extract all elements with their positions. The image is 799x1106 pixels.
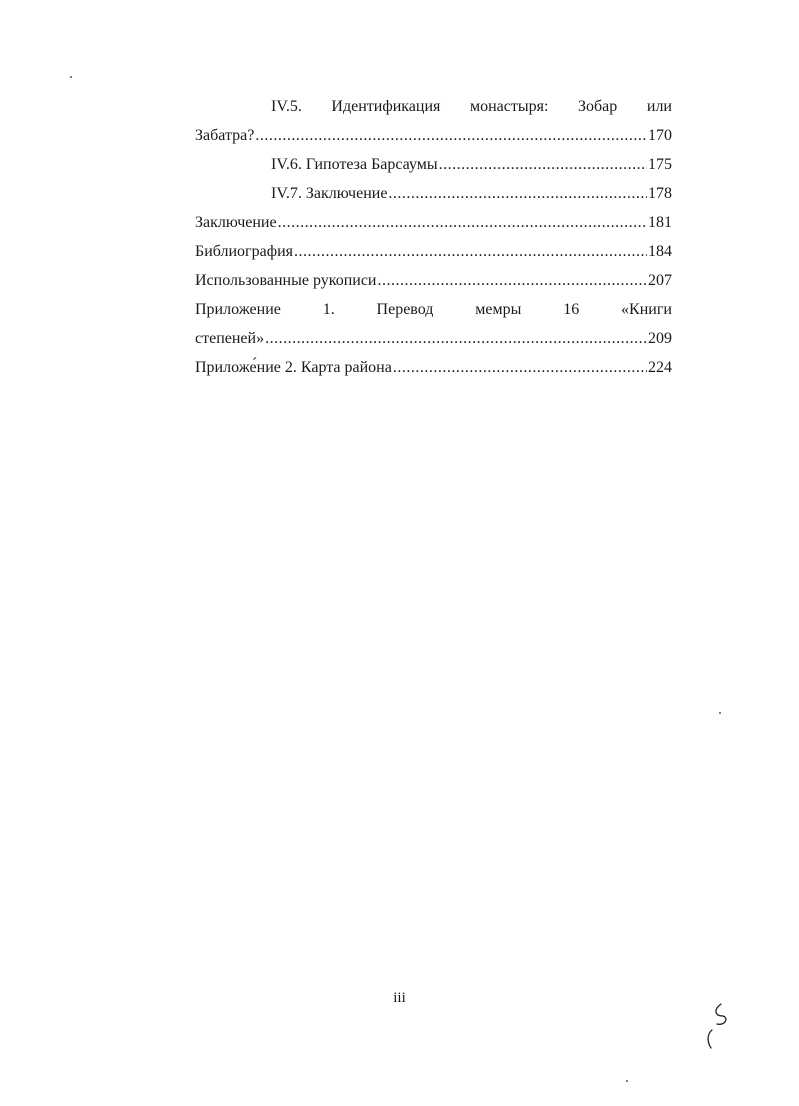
dot-leader (255, 121, 647, 150)
toc-entry-iv6 (195, 150, 672, 179)
toc-entry-manuscripts (195, 266, 672, 295)
dot-leader (377, 266, 647, 295)
dot-leader (393, 353, 647, 382)
toc-word: IV.5. (271, 98, 302, 115)
dot-leader (439, 150, 647, 179)
toc-page-number: 209 (648, 330, 672, 347)
dot-leader (278, 208, 647, 237)
toc-entry-iv5-line1 (195, 92, 672, 121)
toc-page-number: 224 (648, 359, 672, 376)
toc-entry-conclusion (195, 208, 672, 237)
toc-entry-label: степеней» (195, 330, 265, 347)
dot-leader (294, 237, 647, 266)
toc-page-number: 207 (648, 272, 672, 289)
table-of-contents (195, 92, 672, 382)
scan-speck (626, 1080, 628, 1082)
toc-entry-label: Приложе́ние 2. Карта района (195, 359, 392, 376)
handwritten-mark-icon (703, 1000, 733, 1050)
toc-entry-appendix1-line2 (195, 324, 672, 353)
toc-word: мемры (475, 301, 522, 318)
toc-word: 16 (563, 301, 580, 318)
dot-leader (265, 324, 647, 353)
toc-page-number: 178 (648, 185, 672, 202)
toc-word: «Книги (621, 301, 672, 318)
toc-entry-appendix2 (195, 353, 672, 382)
toc-entry-label: IV.7. Заключение (271, 185, 388, 202)
toc-entry-label: IV.6. Гипотеза Барсаумы (271, 156, 438, 173)
toc-word: Приложение (195, 301, 281, 318)
toc-entry-bibliography (195, 237, 672, 266)
toc-entry-iv5-line2 (195, 121, 672, 150)
toc-entry-label: Использованные рукописи (195, 272, 377, 289)
toc-entry-label: Заключение (195, 214, 277, 231)
toc-word: или (646, 98, 672, 115)
toc-word: монастыря: (469, 98, 549, 115)
scan-speck (70, 76, 72, 78)
dot-leader (388, 179, 647, 208)
toc-word: 1. (322, 301, 335, 318)
toc-entry-appendix1-line1 (195, 295, 672, 324)
scan-speck (719, 712, 721, 714)
toc-entry-iv7 (195, 179, 672, 208)
toc-page-number: 170 (648, 127, 672, 144)
toc-word: Идентификация (331, 98, 441, 115)
toc-entry-label: Библиография (195, 243, 293, 260)
toc-word: Зобар (578, 98, 618, 115)
toc-entry-label: Забатра? (195, 127, 255, 144)
toc-page-number: 175 (648, 156, 672, 173)
toc-page-number: 184 (648, 243, 672, 260)
toc-page-number: 181 (648, 214, 672, 231)
page-number: iii (393, 990, 406, 1006)
toc-word: Перевод (376, 301, 434, 318)
